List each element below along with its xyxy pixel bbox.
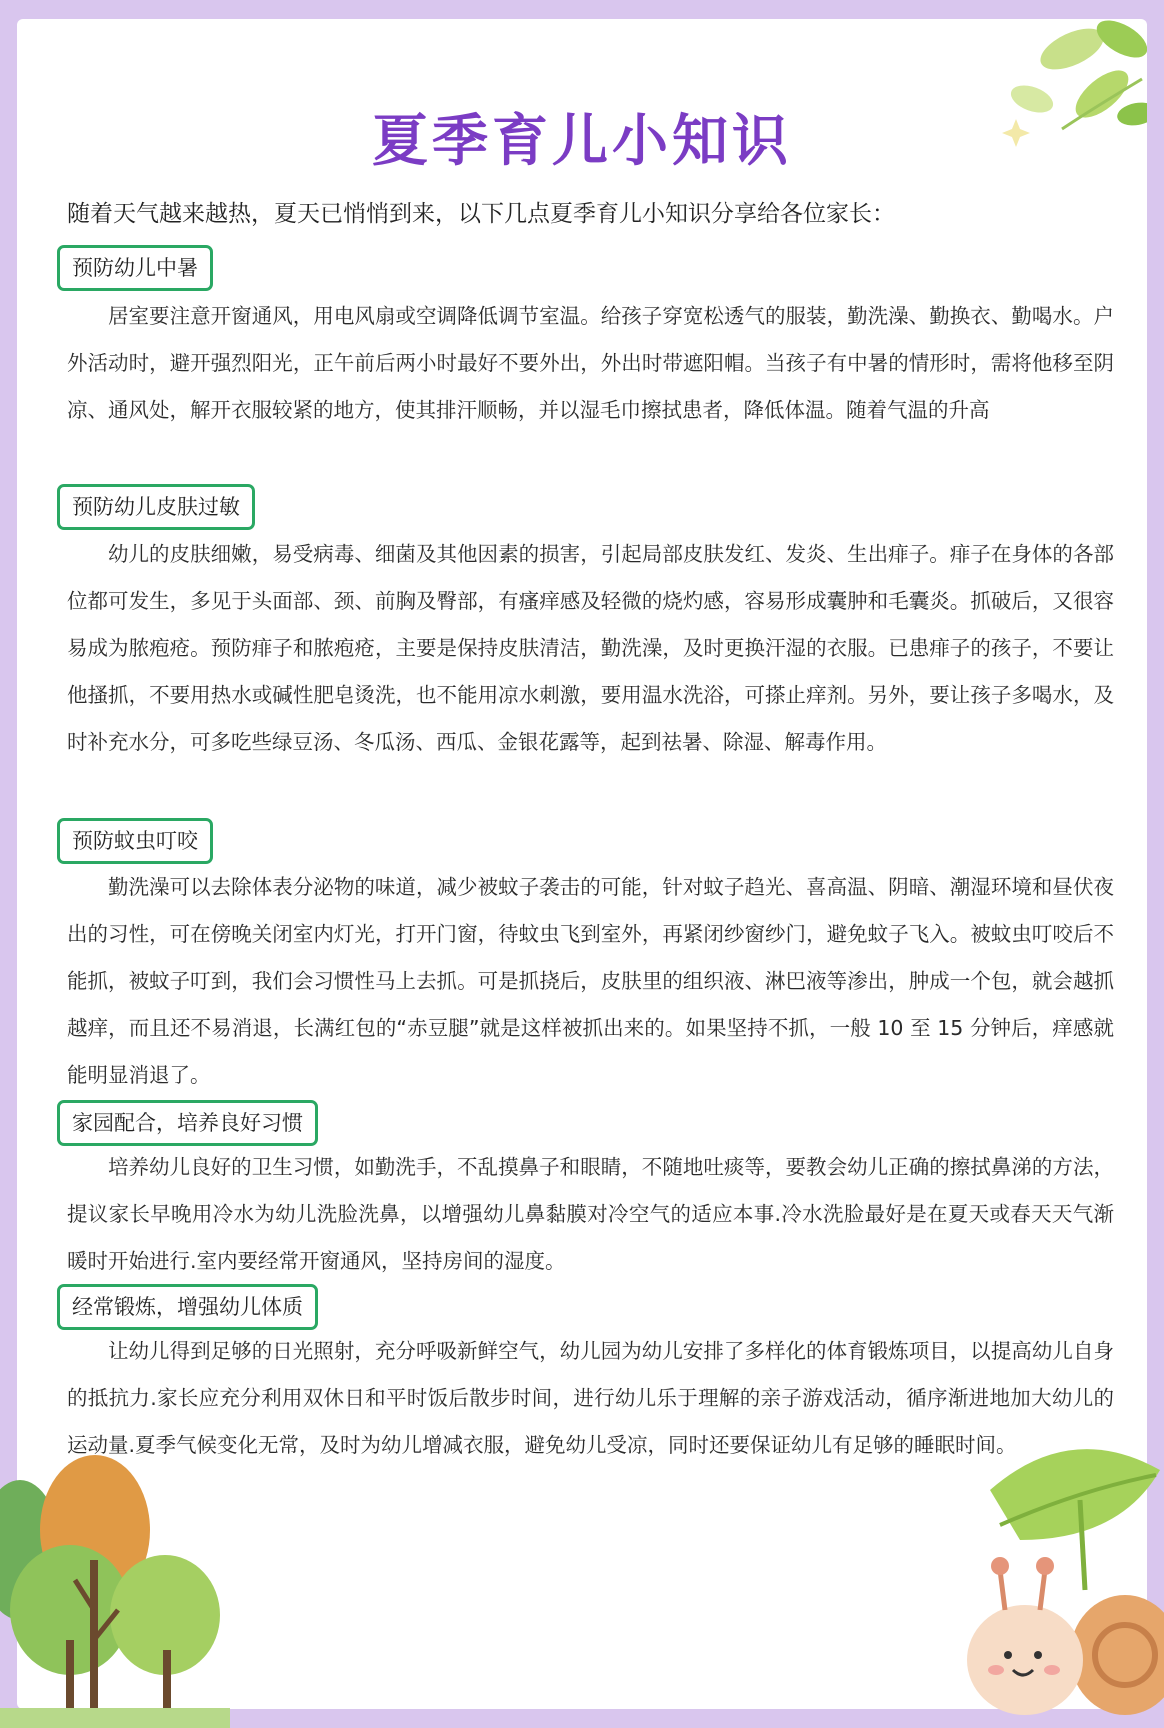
section-title-heatstroke: 预防幼儿中暑 — [57, 245, 213, 291]
snail-decoration — [960, 1430, 1164, 1728]
trees-decoration — [0, 1440, 230, 1728]
section-title-exercise: 经常锻炼，增强幼儿体质 — [57, 1284, 318, 1330]
page-title: 夏季育儿小知识 — [372, 109, 792, 174]
watermark-text: 小红书 — [874, 1667, 959, 1697]
section-body-exercise: 让幼儿得到足够的日光照射，充分呼吸新鲜空气，幼儿园为幼儿安排了多样化的体育锻炼项目，以提高幼儿自身的抵抗力.家长应充分利用双休日和平时饭后散步时间，进行幼儿乐于理解的亲子游戏活动，循序渐进地加大幼儿的运动量.夏季气候变化无常，及时为幼儿增减衣服，避免幼儿受凉，同时还要保证幼儿有足够的睡眠时间。 — [67, 1339, 1114, 1457]
section-title-habits: 家园配合，培养良好习惯 — [57, 1100, 318, 1146]
section-body-mosquito: 勤洗澡可以去除体表分泌物的味道，减少被蚊子袭击的可能，针对蚊子趋光、喜高温、阴暗、潮湿环境和昼伏夜出的习性，可在傍晚关闭室内灯光，打开门窗，待蚊虫飞到室外，再紧闭纱窗纱门，避免蚊子飞入。被蚊虫叮咬后不能抓，被蚊子叮到，我们会习惯性马上去抓。可是抓挠后，皮肤里的组织液、淋巴液等渗出，肿成一个包，就会越抓越痒，而且还不易消退，长满红包的“赤豆腿”就是这样被抓出来的。如果坚持不抓，一般 10 至 15 分钟后，痒感就能明显消退了。 — [67, 875, 1114, 1087]
section-body-skin-allergy: 幼儿的皮肤细嫩，易受病毒、细菌及其他因素的损害，引起局部皮肤发红、发炎、生出痱子。痱子在身体的各部位都可发生，多见于头面部、颈、前胸及臀部，有瘙痒感及轻微的烧灼感，容易形成囊肿和毛囊炎。抓破后，又很容易成为脓疱疮。预防痱子和脓疱疮，主要是保持皮肤清洁，勤洗澡，及时更换汗湿的衣服。已患痱子的孩子，不要让他搔抓，不要用热水或碱性肥皂烫洗，也不能用凉水刺激，要用温水洗浴，可搽止痒剂。另外，要让孩子多喝水，及时补充水分，可多吃些绿豆汤、冬瓜汤、西瓜、金银花露等，起到祛暑、除湿、解毒作用。 — [67, 542, 1114, 754]
section-body-habits: 培养幼儿良好的卫生习惯，如勤洗手，不乱摸鼻子和眼睛，不随地吐痰等，要教会幼儿正确的擦拭鼻涕的方法，提议家长早晚用冷水为幼儿洗脸洗鼻，以增强幼儿鼻黏膜对冷空气的适应本事.冷水洗脸最好是在夏天或春天天气渐暖时开始进行.室内要经常开窗通风，坚持房间的湿度。 — [67, 1155, 1114, 1273]
section-body-heatstroke: 居室要注意开窗通风，用电风扇或空调降低调节室温。给孩子穿宽松透气的服装，勤洗澡、勤换衣、勤喝水。户外活动时，避开强烈阳光，正午前后两小时最好不要外出，外出时带遮阳帽。当孩子有中暑的情形时，需将他移至阴凉、通风处，解开衣服较紧的地方，使其排汗顺畅，并以湿毛巾擦拭患者，降低体温。随着气温的升高 — [67, 304, 1114, 422]
section-title-skin-allergy: 预防幼儿皮肤过敏 — [57, 484, 255, 530]
section-title-mosquito: 预防蚊虫叮咬 — [57, 818, 213, 864]
intro-text: 随着天气越来越热，夏天已悄悄到来，以下几点夏季育儿小知识分享给各位家长： — [67, 201, 895, 227]
